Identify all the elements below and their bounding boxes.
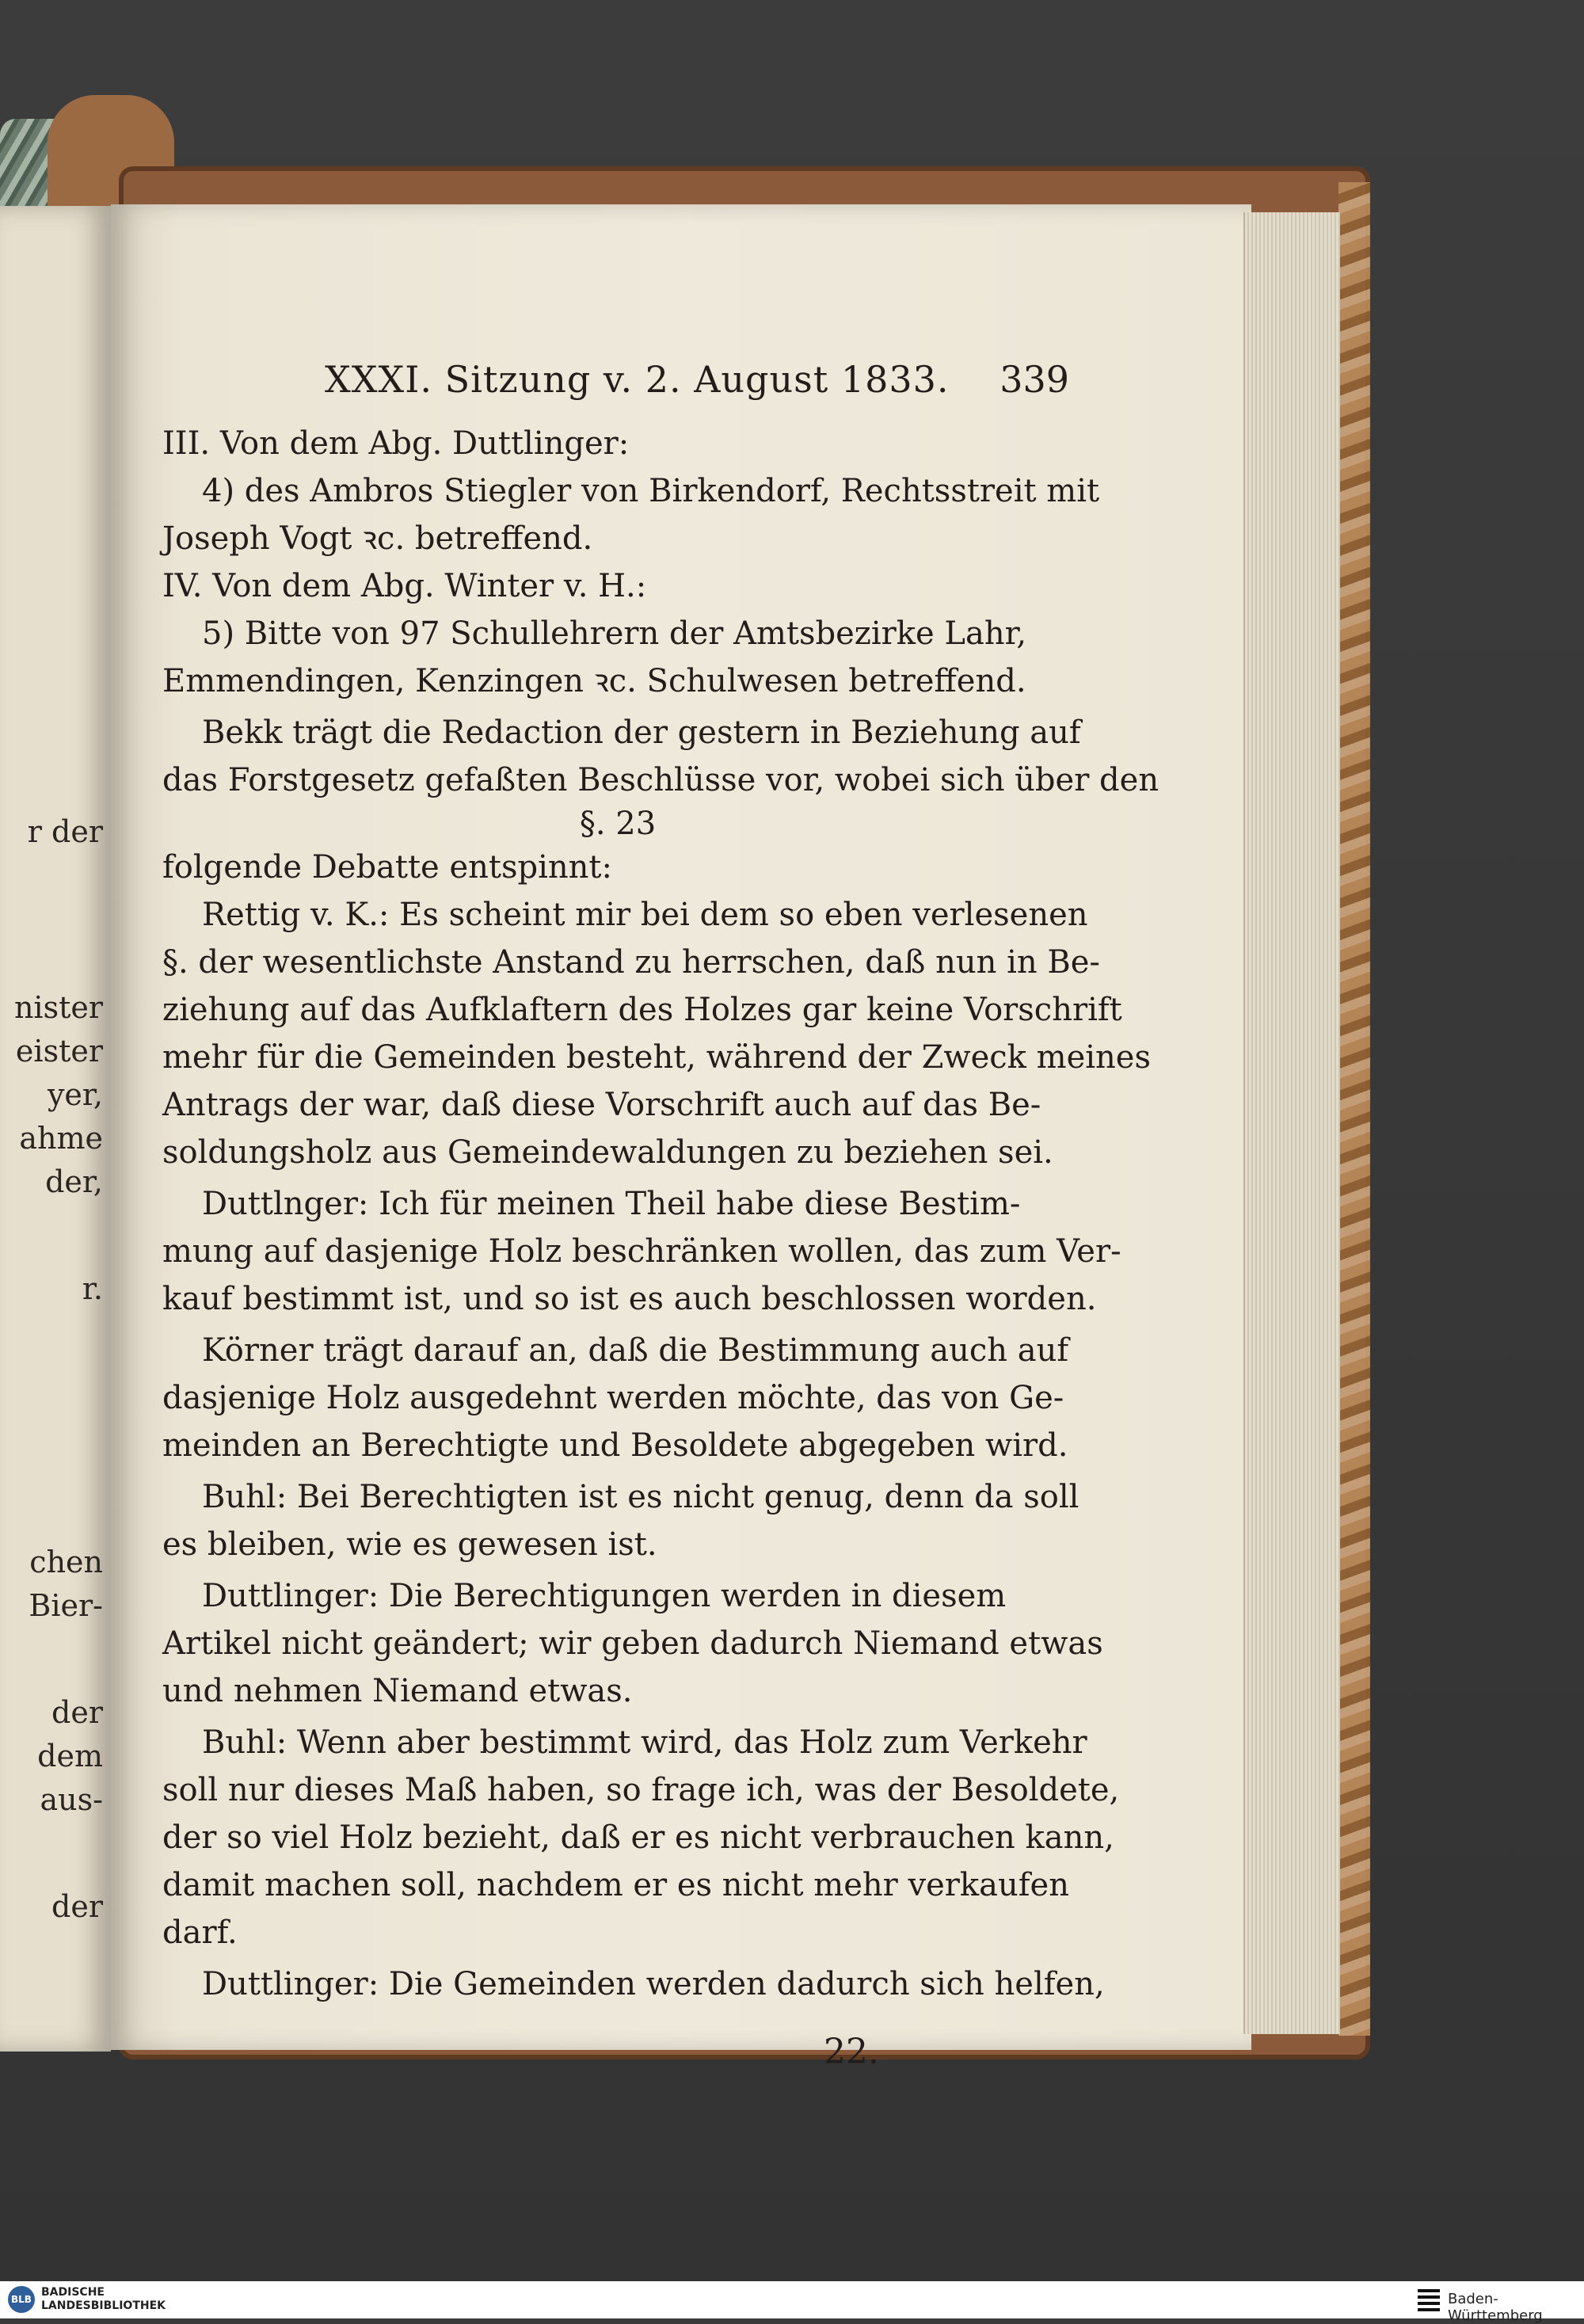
text-line: §. der wesentlichste Anstand zu herrschen, daß nun in Be- [162,944,1100,981]
text-line: soldungsholz aus Gemeindewaldungen zu beziehen sei. [162,1134,1053,1171]
text-line: es bleiben, wie es gewesen ist. [162,1526,657,1563]
text-line: kauf bestimmt ist, und so ist es auch beschlossen worden. [162,1281,1097,1317]
text-line: damit machen soll, nachdem er es nicht mehr verkaufen [162,1867,1069,1903]
running-header [325,358,1069,406]
left-page-fragment: Bier- [29,1588,103,1623]
signature-mark: 22. [824,2032,879,2072]
left-page-fragment: der [51,1889,103,1924]
text-line: Duttlnger: Ich für meinen Theil habe diese Bestim- [202,1186,1021,1222]
state-name: Baden-Württemberg [1448,2291,1543,2324]
text-line: der so viel Holz bezieht, daß er es nicht verbrauchen kann, [162,1819,1114,1856]
text-line: Emmendingen, Kenzingen ꝛc. Schulwesen betreffend. [162,663,1026,699]
page-edges [1243,212,1340,2034]
text-line: mung auf dasjenige Holz beschränken wollen, das zum Ver- [162,1233,1121,1270]
text-line: und nehmen Niemand etwas. [162,1673,633,1709]
session-title: XXXI. Sitzung v. 2. August 1833. [325,358,950,401]
text-line: Duttlinger: Die Berechtigungen werden in diesem [202,1578,1007,1614]
section-number: §. 23 [579,806,657,842]
left-page [0,206,111,2052]
left-page-fragment: der [51,1695,103,1730]
text-line: IV. Von dem Abg. Winter v. H.: [162,568,647,604]
left-page-fragment: r der [27,814,103,849]
text-line: Buhl: Bei Berechtigten ist es nicht genug, denn da soll [202,1479,1079,1515]
text-line: III. Von dem Abg. Duttlinger: [162,425,630,462]
left-page-fragment: nister [13,990,103,1025]
text-line: ziehung auf das Aufklaftern des Holzes gar keine Vorschrift [162,992,1122,1028]
library-name [41,2286,166,2313]
library-name-line1: BADISCHE [41,2286,105,2299]
text-line: 5) Bitte von 97 Schullehrern der Amtsbezirke Lahr, [202,615,1027,652]
left-page-fragment: ahme [19,1121,103,1156]
left-page-fragment: eister [15,1034,103,1069]
text-line: soll nur dieses Maß haben, so frage ich, was der Besoldete, [162,1772,1120,1808]
state-emblem-icon [1418,2288,1440,2311]
left-page-fragment: chen [29,1545,103,1579]
text-line: meinden an Berechtigte und Besoldete abgegeben wird. [162,1427,1068,1464]
text-line: Bekk trägt die Redaction der gestern in Beziehung auf [202,714,1081,751]
text-line: darf. [162,1914,238,1951]
left-page-fragment: dem [37,1739,103,1773]
text-line: 4) des Ambros Stiegler von Birkendorf, Rechtsstreit mit [202,473,1100,509]
text-line: Antrags der war, daß diese Vorschrift auch auf das Be- [162,1087,1041,1123]
text-line: Buhl: Wenn aber bestimmt wird, das Holz zum Verkehr [202,1724,1087,1761]
text-line: mehr für die Gemeinden besteht, während der Zweck meines [162,1039,1151,1076]
text-line: Duttlinger: Die Gemeinden werden dadurch sich helfen, [202,1966,1105,2002]
left-page-fragment: der, [45,1164,103,1199]
footer-bar [0,2281,1584,2324]
text-line: folgende Debatte entspinnt: [162,849,612,886]
blb-logo-icon: BLB [8,2286,35,2313]
text-line: das Forstgesetz gefaßten Beschlüsse vor, wobei sich über den [162,762,1159,798]
text-line: Körner trägt darauf an, daß die Bestimmung auch auf [202,1332,1069,1369]
left-page-fragment: r. [82,1271,103,1306]
text-line: Artikel nicht geändert; wir geben dadurch Niemand etwas [162,1625,1103,1662]
left-page-fragment: yer, [47,1077,103,1112]
text-line: Joseph Vogt ꝛc. betreffend. [162,520,593,557]
text-line: Rettig v. K.: Es scheint mir bei dem so eben verlesenen [202,897,1088,933]
marbled-edge [1338,182,1370,2036]
page-number: 339 [1000,358,1069,401]
text-line: dasjenige Holz ausgedehnt werden möchte, das von Ge- [162,1380,1064,1416]
library-name-line2: LANDESBIBLIOTHEK [41,2299,166,2312]
left-page-fragment: aus- [40,1782,103,1817]
